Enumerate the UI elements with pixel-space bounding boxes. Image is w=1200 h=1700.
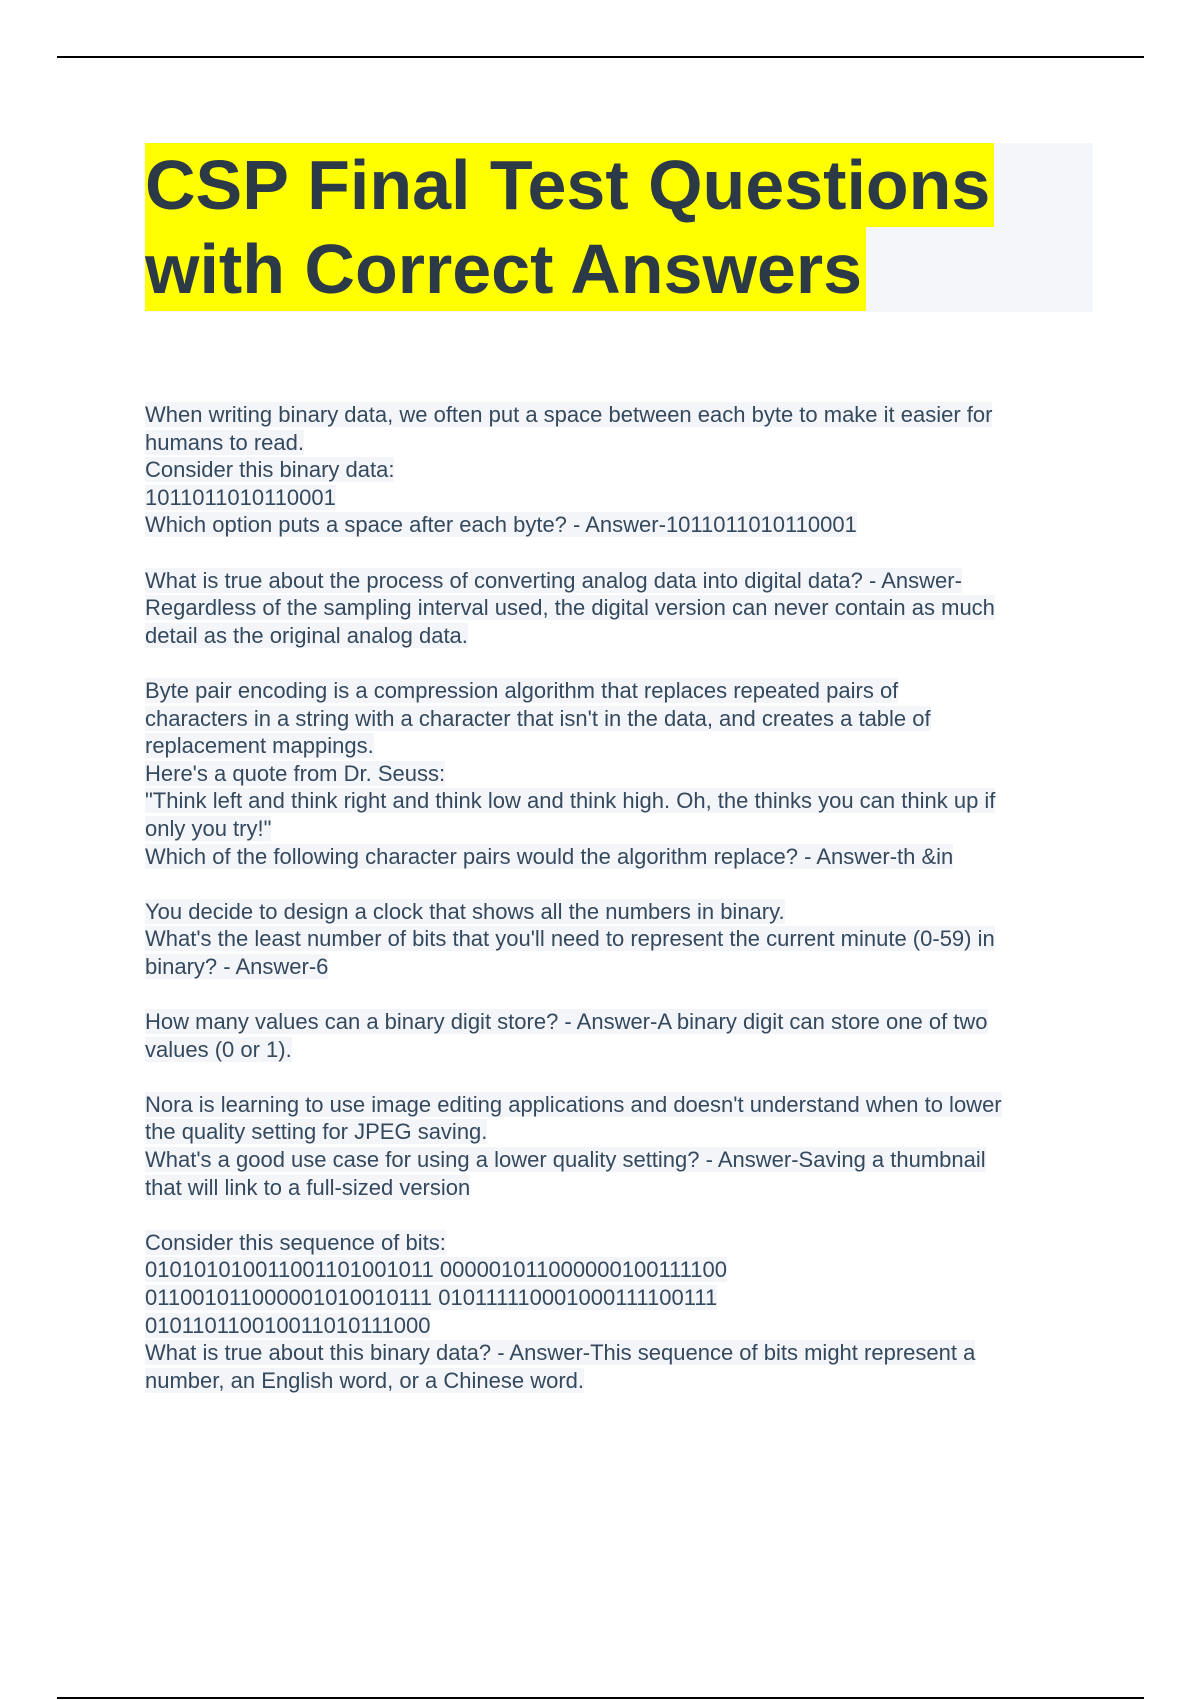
qa-text-line (145, 1339, 1105, 1367)
qa-text: 1011011010110001 (145, 484, 336, 510)
title-line-1: CSP Final Test Questions (145, 143, 994, 227)
qa-block (145, 898, 1105, 981)
qa-text: replacement mappings. (145, 733, 374, 759)
qa-text-line (145, 1036, 1105, 1064)
qa-text: the quality setting for JPEG saving. (145, 1119, 488, 1145)
qa-text-line (145, 1284, 1105, 1312)
qa-text-line (145, 760, 1105, 788)
qa-text: You decide to design a clock that shows all the numbers in binary. (145, 898, 785, 924)
qa-text: that will link to a full-sized version (145, 1174, 471, 1200)
qa-block (145, 1229, 1105, 1395)
qa-text: Byte pair encoding is a compression algorithm that replaces repeated pairs of (145, 677, 899, 703)
qa-text-line (145, 1256, 1105, 1284)
qa-text: number, an English word, or a Chinese word. (145, 1367, 585, 1393)
qa-text: characters in a string with a character that isn't in the data, and creates a table of (145, 705, 931, 731)
qa-text: 011001011000001010010111 010111110001000111100111 (145, 1285, 718, 1310)
qa-text: When writing binary data, we often put a space between each byte to make it easier for (145, 402, 993, 427)
qa-text: binary? - Answer-6 (145, 953, 329, 979)
qa-text-line (145, 953, 1105, 981)
qa-text: Which option puts a space after each byte? - Answer-1011011010110001 (145, 512, 857, 538)
title-line-2: with Correct Answers (145, 227, 866, 311)
qa-text: What is true about the process of converting analog data into digital data? - Answer- (145, 567, 962, 593)
qa-text-line (145, 815, 1105, 843)
qa-text: Here's a quote from Dr. Seuss: (145, 760, 446, 786)
qa-text: How many values can a binary digit store? - Answer-A binary digit can store one of two (145, 1009, 988, 1035)
qa-text-line (145, 622, 1105, 650)
qa-block (145, 1091, 1105, 1201)
qa-block (145, 401, 1105, 539)
qa-block (145, 1008, 1105, 1063)
qa-text-line (145, 594, 1105, 622)
qa-text-line (145, 1229, 1105, 1257)
qa-text-line (145, 1091, 1105, 1119)
qa-text: Consider this binary data: (145, 457, 395, 483)
qa-text-line (145, 511, 1105, 539)
bottom-rule (57, 1697, 1144, 1699)
qa-text: What's the least number of bits that you'll need to represent the current minute (0-59) in (145, 926, 995, 952)
qa-text: 010101010011001101001011 000001011000000100111100 (145, 1257, 727, 1283)
qa-text-line (145, 677, 1105, 705)
qa-block (145, 677, 1105, 870)
qa-text: detail as the original analog data. (145, 622, 468, 648)
qa-text-line (145, 843, 1105, 871)
document-title (145, 143, 1093, 312)
qa-text: only you try!" (145, 815, 272, 841)
qa-text-line (145, 1118, 1105, 1146)
qa-text-line (145, 898, 1105, 926)
qa-text-line (145, 456, 1105, 484)
qa-text-line (145, 429, 1105, 457)
qa-text-line (145, 1174, 1105, 1202)
qa-list (145, 401, 1105, 1422)
qa-text-line (145, 484, 1105, 512)
qa-text-line (145, 925, 1105, 953)
top-rule (57, 56, 1144, 58)
qa-text: Which of the following character pairs would the algorithm replace? - Answer-th &in (145, 843, 954, 869)
qa-text-line (145, 1146, 1105, 1174)
qa-text-line (145, 1008, 1105, 1036)
qa-text-line (145, 401, 1105, 429)
qa-text: "Think left and think right and think low and think high. Oh, the thinks you can think up if (145, 788, 996, 814)
qa-text: Consider this sequence of bits: (145, 1229, 446, 1255)
qa-text: values (0 or 1). (145, 1036, 292, 1062)
qa-text-line (145, 567, 1105, 595)
qa-text-line (145, 732, 1105, 760)
qa-text-line (145, 1312, 1105, 1340)
qa-text-line (145, 787, 1105, 815)
qa-text: What's a good use case for using a lower quality setting? - Answer-Saving a thumbnail (145, 1147, 986, 1173)
qa-text: Regardless of the sampling interval used, the digital version can never contain as much (145, 595, 995, 621)
qa-block (145, 567, 1105, 650)
qa-text-line (145, 1367, 1105, 1395)
qa-text: What is true about this binary data? - Answer-This sequence of bits might represent a (145, 1340, 976, 1366)
qa-text: Nora is learning to use image editing applications and doesn't understand when to lower (145, 1091, 1002, 1117)
qa-text: 010110110010011010111000 (145, 1312, 431, 1338)
qa-text: humans to read. (145, 429, 304, 455)
qa-text-line (145, 705, 1105, 733)
